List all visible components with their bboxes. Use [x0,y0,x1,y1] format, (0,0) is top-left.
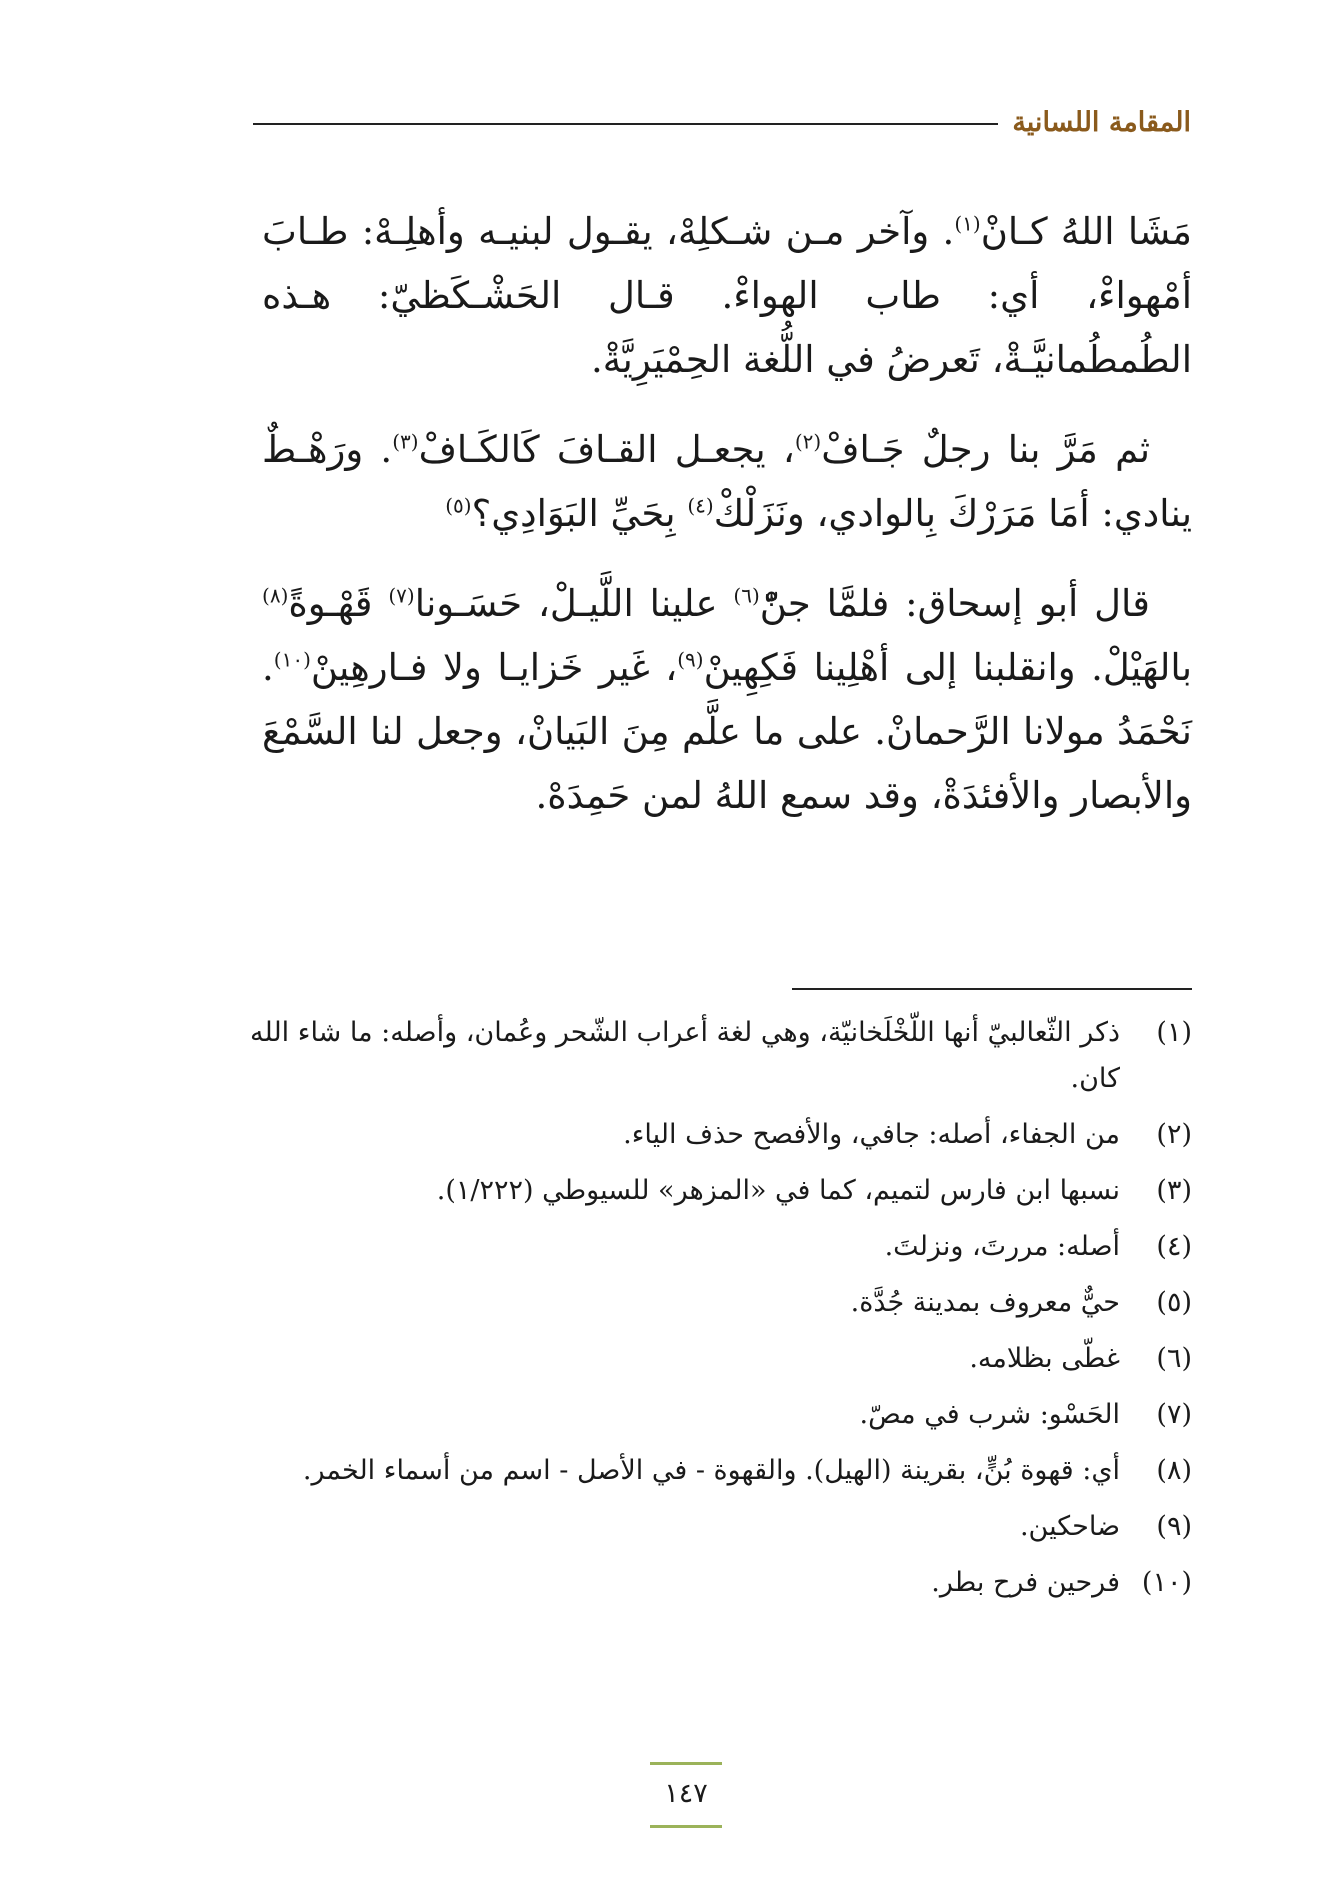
footnote-text: أصله: مررتَ، ونزلتَ. [884,1231,1120,1262]
footnote-number: (٩) [1156,1511,1192,1542]
paragraph-1 [262,200,1192,392]
footnote-3 [250,1168,1192,1214]
footnote-text: ضاحكين. [1019,1511,1120,1542]
paragraph-1-text-b: . وآخر مـن شـكلِهْ، يقـول لبنيـه وأهلِـهْ: طـابَ أمْهواءْ، أي: طاب الهواءْ. قـال الحَشْـكَظيّ: هـذه الطُمطُمانيَّـةْ، تَعرضُ في اللُّغة الحِمْيَرِيَّةْ. [262,210,1192,381]
paragraph-3-text-e: ، غَير خَزايـا ولا فـارهِينْ [310,646,678,689]
header-title: المقامة اللسانية [1012,106,1191,138]
footnote-ref-4: (٤) [687,493,714,518]
footnote-ref-8: (٨) [262,583,289,608]
footnote-5 [250,1280,1192,1326]
paragraph-3-text-c: قَهْـوةً [288,582,389,625]
footnote-7 [250,1392,1192,1438]
footnote-text: ذكر الثّعالبيّ أنها اللّخْلَخانيّة، وهي لغة أعراب الشّحر وعُمان، وأصله: ما شاء الله كان. [250,1017,1120,1094]
footnote-number: (٢) [1156,1119,1192,1150]
footnote-number: (٤) [1156,1231,1192,1262]
footnotes [250,1010,1192,1616]
paragraph-3-text-f: . نَحْمَدُ مولانا الرَّحمانْ. على ما علَّم مِنَ البَيانْ، وجعل لنا السَّمْعَ والأبصار والأفئدَةْ، وقد سمع اللهُ لمن حَمِدَهْ. [262,646,1192,817]
footnote-number: (١) [1156,1017,1192,1048]
footnote-number: (٣) [1156,1175,1192,1206]
paragraph-2-text-d: بِحَيِّ البَوَادِي؟ [471,492,688,535]
footnote-ref-10: (١٠) [273,647,311,672]
footnote-text: فرحين فرح بطر. [931,1567,1120,1598]
footnote-ref-7: (٧) [388,583,415,608]
paragraph-3 [262,572,1192,828]
footnote-text: أي: قهوة بُنٍّ، بقرينة (الهيل). والقهوة - في الأصل - اسم من أسماء الخمر. [302,1455,1120,1486]
footnote-ref-1: (١) [954,211,981,236]
paragraph-2 [262,418,1192,546]
footnote-ref-9: (٩) [677,647,704,672]
footnote-2 [250,1112,1192,1158]
footnote-text: نسبها ابن فارس لتميم، كما في «المزهر» للسيوطي (١/٢٢٢). [436,1175,1120,1206]
footnote-ref-5: (٥) [445,493,472,518]
header-rule [253,123,998,125]
paragraph-2-text-c: . ورَهْـطٌ ينادي: أمَا مَرَرْكَ بِالوادي، ونَزَلْكْ [262,428,1192,535]
footnote-ref-2: (٢) [794,429,822,454]
running-header [253,102,1191,142]
paragraph-1-text-a: مَشَا اللهُ كـانْ [980,210,1192,253]
footnote-separator [792,988,1192,990]
footnote-number: (١٠) [1141,1567,1192,1598]
footnote-text: حيٌّ معروف بمدينة جُدَّة. [850,1287,1120,1318]
footnote-number: (٨) [1156,1455,1192,1486]
footnote-text: الحَسْو: شرب في مصّ. [859,1399,1120,1430]
footnote-ref-6: (٦) [733,583,760,608]
paragraph-3-text-a: قال أبو إسحاق: فلمَّا جنّْ [759,582,1150,625]
footnote-4 [250,1224,1192,1270]
footnote-number: (٥) [1156,1287,1192,1318]
footnote-1 [250,1010,1192,1102]
footnote-8 [250,1448,1192,1494]
footnote-number: (٦) [1156,1343,1192,1374]
paragraph-3-text-b: علينا اللَّيـلْ، حَسَـونا [414,582,734,625]
paragraph-2-text-b: ، يجعـل القـافَ كَالكَـافْ [418,428,795,471]
footnote-10 [250,1560,1192,1606]
footnote-9 [250,1504,1192,1550]
footnote-6 [250,1336,1192,1382]
footnote-ref-3: (٣) [392,429,419,454]
paragraph-3-text-d: بالهَيْلْ. وانقلبنا إلى أهْلِينا فَكِهِينْ [703,646,1193,689]
footnote-text: غطّى بظلامه. [969,1343,1120,1374]
page-number: ١٤٧ [650,1762,722,1828]
footnote-text: من الجفاء، أصله: جافي، والأفصح حذف الياء. [623,1119,1120,1150]
main-text [262,200,1192,854]
footnote-number: (٧) [1156,1399,1192,1430]
paragraph-2-text-a: ثم مَرَّ بنا رجلٌ جَـافْ [821,428,1150,471]
